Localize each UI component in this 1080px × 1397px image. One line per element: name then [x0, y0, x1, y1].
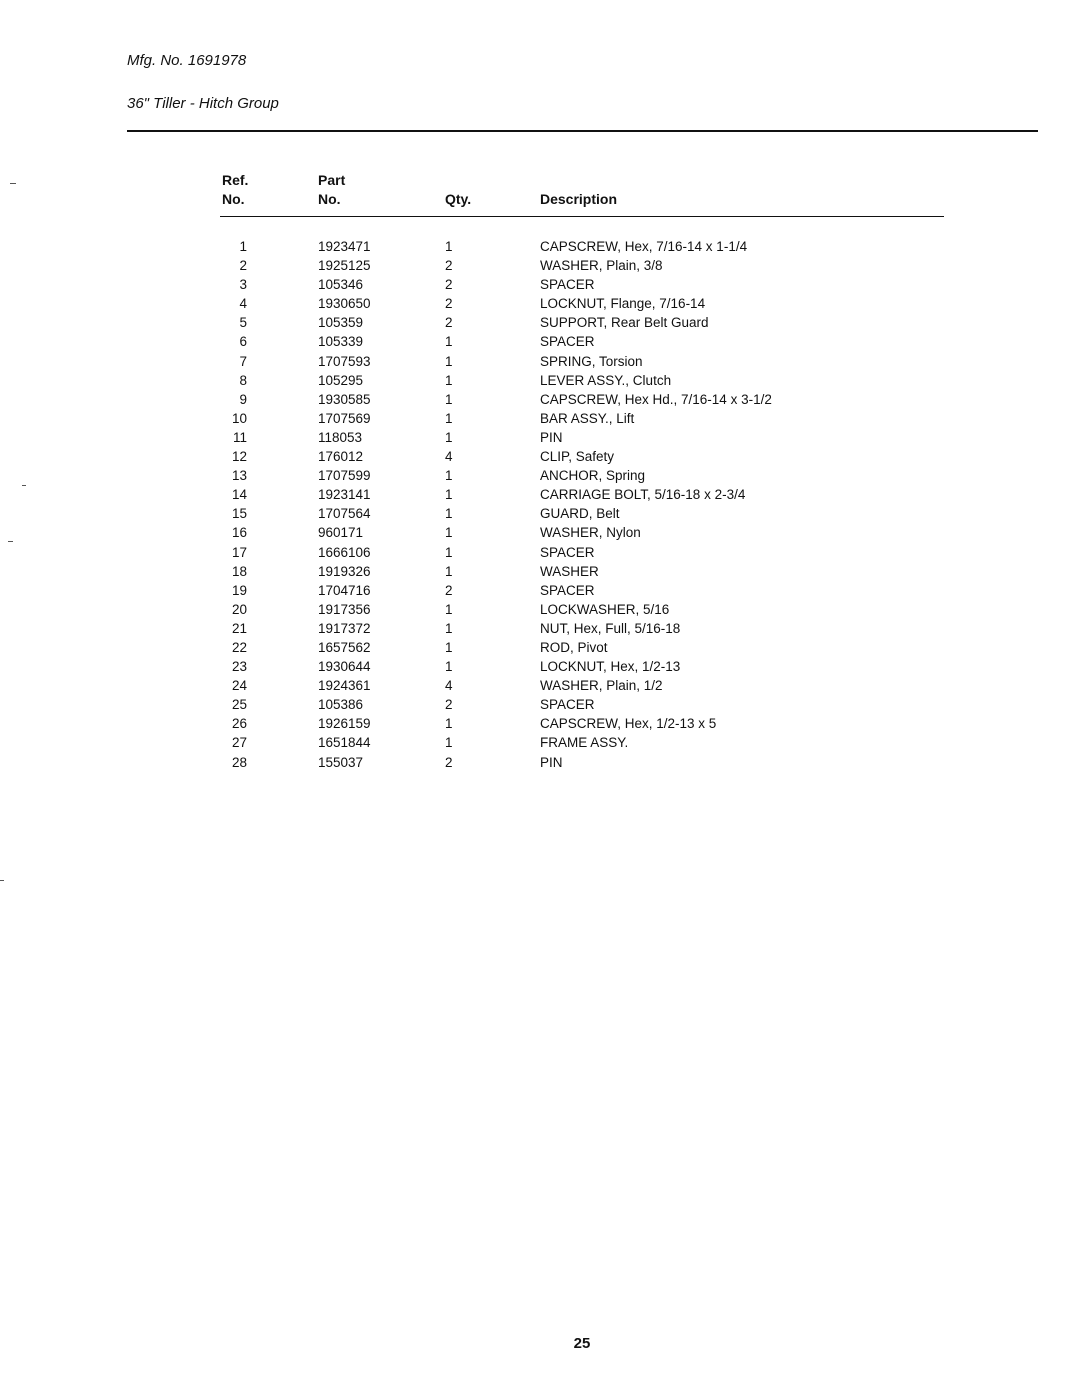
parts-table-body: [0, 237, 1080, 772]
ref-number: 5: [239, 315, 247, 331]
part-number: 1657562: [318, 639, 371, 655]
quantity: 1: [445, 659, 453, 675]
description: PIN: [540, 429, 563, 445]
ref-number: 8: [239, 372, 247, 388]
table-row: [0, 237, 1080, 256]
quantity: 1: [445, 601, 453, 617]
description: SPACER: [540, 277, 595, 293]
part-number: 1925125: [318, 258, 371, 274]
page-number: 25: [573, 1335, 591, 1352]
table-row: [0, 332, 1080, 351]
quantity: 1: [445, 334, 453, 350]
quantity: 2: [445, 315, 453, 331]
description: SPACER: [540, 582, 595, 598]
part-number: 1666106: [318, 544, 371, 560]
part-number: 1930644: [318, 659, 371, 675]
description: SUPPORT, Rear Belt Guard: [540, 315, 709, 331]
ref-number: 3: [239, 277, 247, 293]
description: WASHER, Plain, 3/8: [540, 258, 663, 274]
description: BAR ASSY., Lift: [540, 410, 635, 426]
quantity: 4: [445, 678, 453, 694]
part-number: 1930650: [318, 296, 371, 312]
quantity: 1: [445, 429, 453, 445]
ref-number: 11: [232, 429, 247, 445]
quantity: 1: [445, 735, 453, 751]
quantity: 1: [445, 563, 453, 579]
table-row: [0, 733, 1080, 752]
part-number: 1707593: [318, 353, 371, 369]
description: CLIP, Safety: [540, 449, 615, 465]
description: FRAME ASSY.: [540, 735, 629, 751]
part-number: 1923471: [318, 239, 371, 254]
part-number: 1704716: [318, 582, 371, 598]
description: PIN: [540, 754, 563, 770]
table-row: [0, 753, 1080, 772]
ref-number: 22: [231, 639, 247, 655]
description: SPRING, Torsion: [540, 353, 643, 369]
table-row: [0, 676, 1080, 695]
quantity: 1: [445, 506, 453, 522]
part-number: 1707564: [318, 506, 371, 522]
description: WASHER, Nylon: [540, 525, 641, 541]
part-number: 105386: [318, 697, 364, 713]
part-number: 1917372: [318, 620, 371, 636]
quantity: 2: [445, 754, 453, 770]
part-number: 1707599: [318, 468, 371, 484]
quantity: 1: [445, 468, 453, 484]
col-header-qty: Qty.: [445, 191, 472, 207]
part-number: 1651844: [318, 735, 371, 751]
quantity: 2: [445, 697, 453, 713]
description: SPACER: [540, 334, 595, 350]
table-row: [0, 485, 1080, 504]
table-row: [0, 390, 1080, 409]
ref-number: 14: [231, 487, 247, 503]
table-row: [0, 714, 1080, 733]
part-number: 960171: [318, 525, 364, 541]
description: CAPSCREW, Hex, 7/16-14 x 1-1/4: [540, 239, 748, 254]
table-row: [0, 447, 1080, 466]
part-number: 1919326: [318, 563, 371, 579]
ref-number: 10: [231, 410, 247, 426]
description: LOCKNUT, Flange, 7/16-14: [540, 296, 706, 312]
ref-number: 12: [231, 449, 247, 465]
ref-number: 13: [231, 468, 247, 484]
table-row: [0, 294, 1080, 313]
ref-number: 20: [231, 601, 247, 617]
table-row: [0, 638, 1080, 657]
quantity: 1: [445, 410, 453, 426]
ref-number: 16: [231, 525, 247, 541]
part-number: 118053: [318, 429, 363, 445]
description: SPACER: [540, 697, 595, 713]
table-row: [0, 371, 1080, 390]
part-number: 105295: [318, 372, 364, 388]
part-number: 1923141: [318, 487, 371, 503]
col-header-ref-line1: Ref.: [222, 172, 249, 188]
table-row: [0, 581, 1080, 600]
quantity: 2: [445, 258, 453, 274]
ref-number: 23: [231, 659, 247, 675]
scan-mark: [0, 880, 4, 881]
description: WASHER: [540, 563, 599, 579]
header-divider: [127, 130, 1038, 132]
part-number: 1924361: [318, 678, 371, 694]
quantity: 4: [445, 449, 453, 465]
part-number: 176012: [318, 449, 364, 465]
ref-number: 19: [231, 582, 247, 598]
description: LEVER ASSY., Clutch: [540, 372, 672, 388]
part-number: 105339: [318, 334, 364, 350]
ref-number: 1: [239, 239, 247, 254]
table-row: [0, 313, 1080, 332]
ref-number: 7: [239, 353, 247, 369]
quantity: 1: [445, 525, 453, 541]
description: LOCKNUT, Hex, 1/2-13: [540, 659, 681, 675]
quantity: 2: [445, 582, 453, 598]
ref-number: 15: [231, 506, 247, 522]
table-row: [0, 466, 1080, 485]
table-row: [0, 543, 1080, 562]
table-row: [0, 562, 1080, 581]
description: ANCHOR, Spring: [540, 468, 646, 484]
quantity: 1: [445, 639, 453, 655]
page-title: 36" Tiller - Hitch Group: [127, 95, 279, 112]
ref-number: 4: [239, 296, 247, 312]
ref-number: 27: [231, 735, 247, 751]
table-row: [0, 256, 1080, 275]
quantity: 2: [445, 277, 453, 293]
description: CAPSCREW, Hex, 1/2-13 x 5: [540, 716, 717, 732]
table-row: [0, 657, 1080, 676]
quantity: 1: [445, 239, 453, 254]
quantity: 1: [445, 391, 453, 407]
ref-number: 25: [231, 697, 247, 713]
description: LOCKWASHER, 5/16: [540, 601, 670, 617]
ref-number: 21: [231, 620, 247, 636]
col-header-ref-line2: No.: [222, 191, 245, 207]
description: SPACER: [540, 544, 595, 560]
table-row: [0, 352, 1080, 371]
table-row: [0, 695, 1080, 714]
part-number: 1917356: [318, 601, 371, 617]
table-row: [0, 504, 1080, 523]
table-row: [0, 409, 1080, 428]
quantity: 1: [445, 716, 453, 732]
col-header-description: Description: [540, 191, 618, 207]
description: GUARD, Belt: [540, 506, 620, 522]
ref-number: 18: [231, 563, 247, 579]
quantity: 2: [445, 296, 453, 312]
ref-number: 28: [231, 754, 247, 770]
table-row: [0, 275, 1080, 294]
quantity: 1: [445, 487, 453, 503]
quantity: 1: [445, 353, 453, 369]
scan-mark: [10, 183, 16, 184]
table-row: [0, 523, 1080, 542]
table-row: [0, 428, 1080, 447]
description: NUT, Hex, Full, 5/16-18: [540, 620, 681, 636]
description: CAPSCREW, Hex Hd., 7/16-14 x 3-1/2: [540, 391, 772, 407]
description: WASHER, Plain, 1/2: [540, 678, 663, 694]
table-row: [0, 600, 1080, 619]
quantity: 1: [445, 372, 453, 388]
ref-number: 24: [231, 678, 247, 694]
part-number: 1930585: [318, 391, 371, 407]
part-number: 1926159: [318, 716, 371, 732]
part-number: 105346: [318, 277, 364, 293]
col-header-part-line1: Part: [318, 172, 346, 188]
ref-number: 6: [239, 334, 247, 350]
description: ROD, Pivot: [540, 639, 608, 655]
mfg-number: Mfg. No. 1691978: [127, 52, 247, 69]
ref-number: 2: [239, 258, 247, 274]
quantity: 1: [445, 620, 453, 636]
table-row: [0, 619, 1080, 638]
ref-number: 26: [231, 716, 247, 732]
ref-number: 17: [231, 544, 247, 560]
table-header-divider: [220, 216, 944, 217]
part-number: 1707569: [318, 410, 371, 426]
part-number: 105359: [318, 315, 364, 331]
quantity: 1: [445, 544, 453, 560]
part-number: 155037: [318, 754, 364, 770]
col-header-part-line2: No.: [318, 191, 341, 207]
ref-number: 9: [239, 391, 247, 407]
description: CARRIAGE BOLT, 5/16-18 x 2-3/4: [540, 487, 746, 503]
